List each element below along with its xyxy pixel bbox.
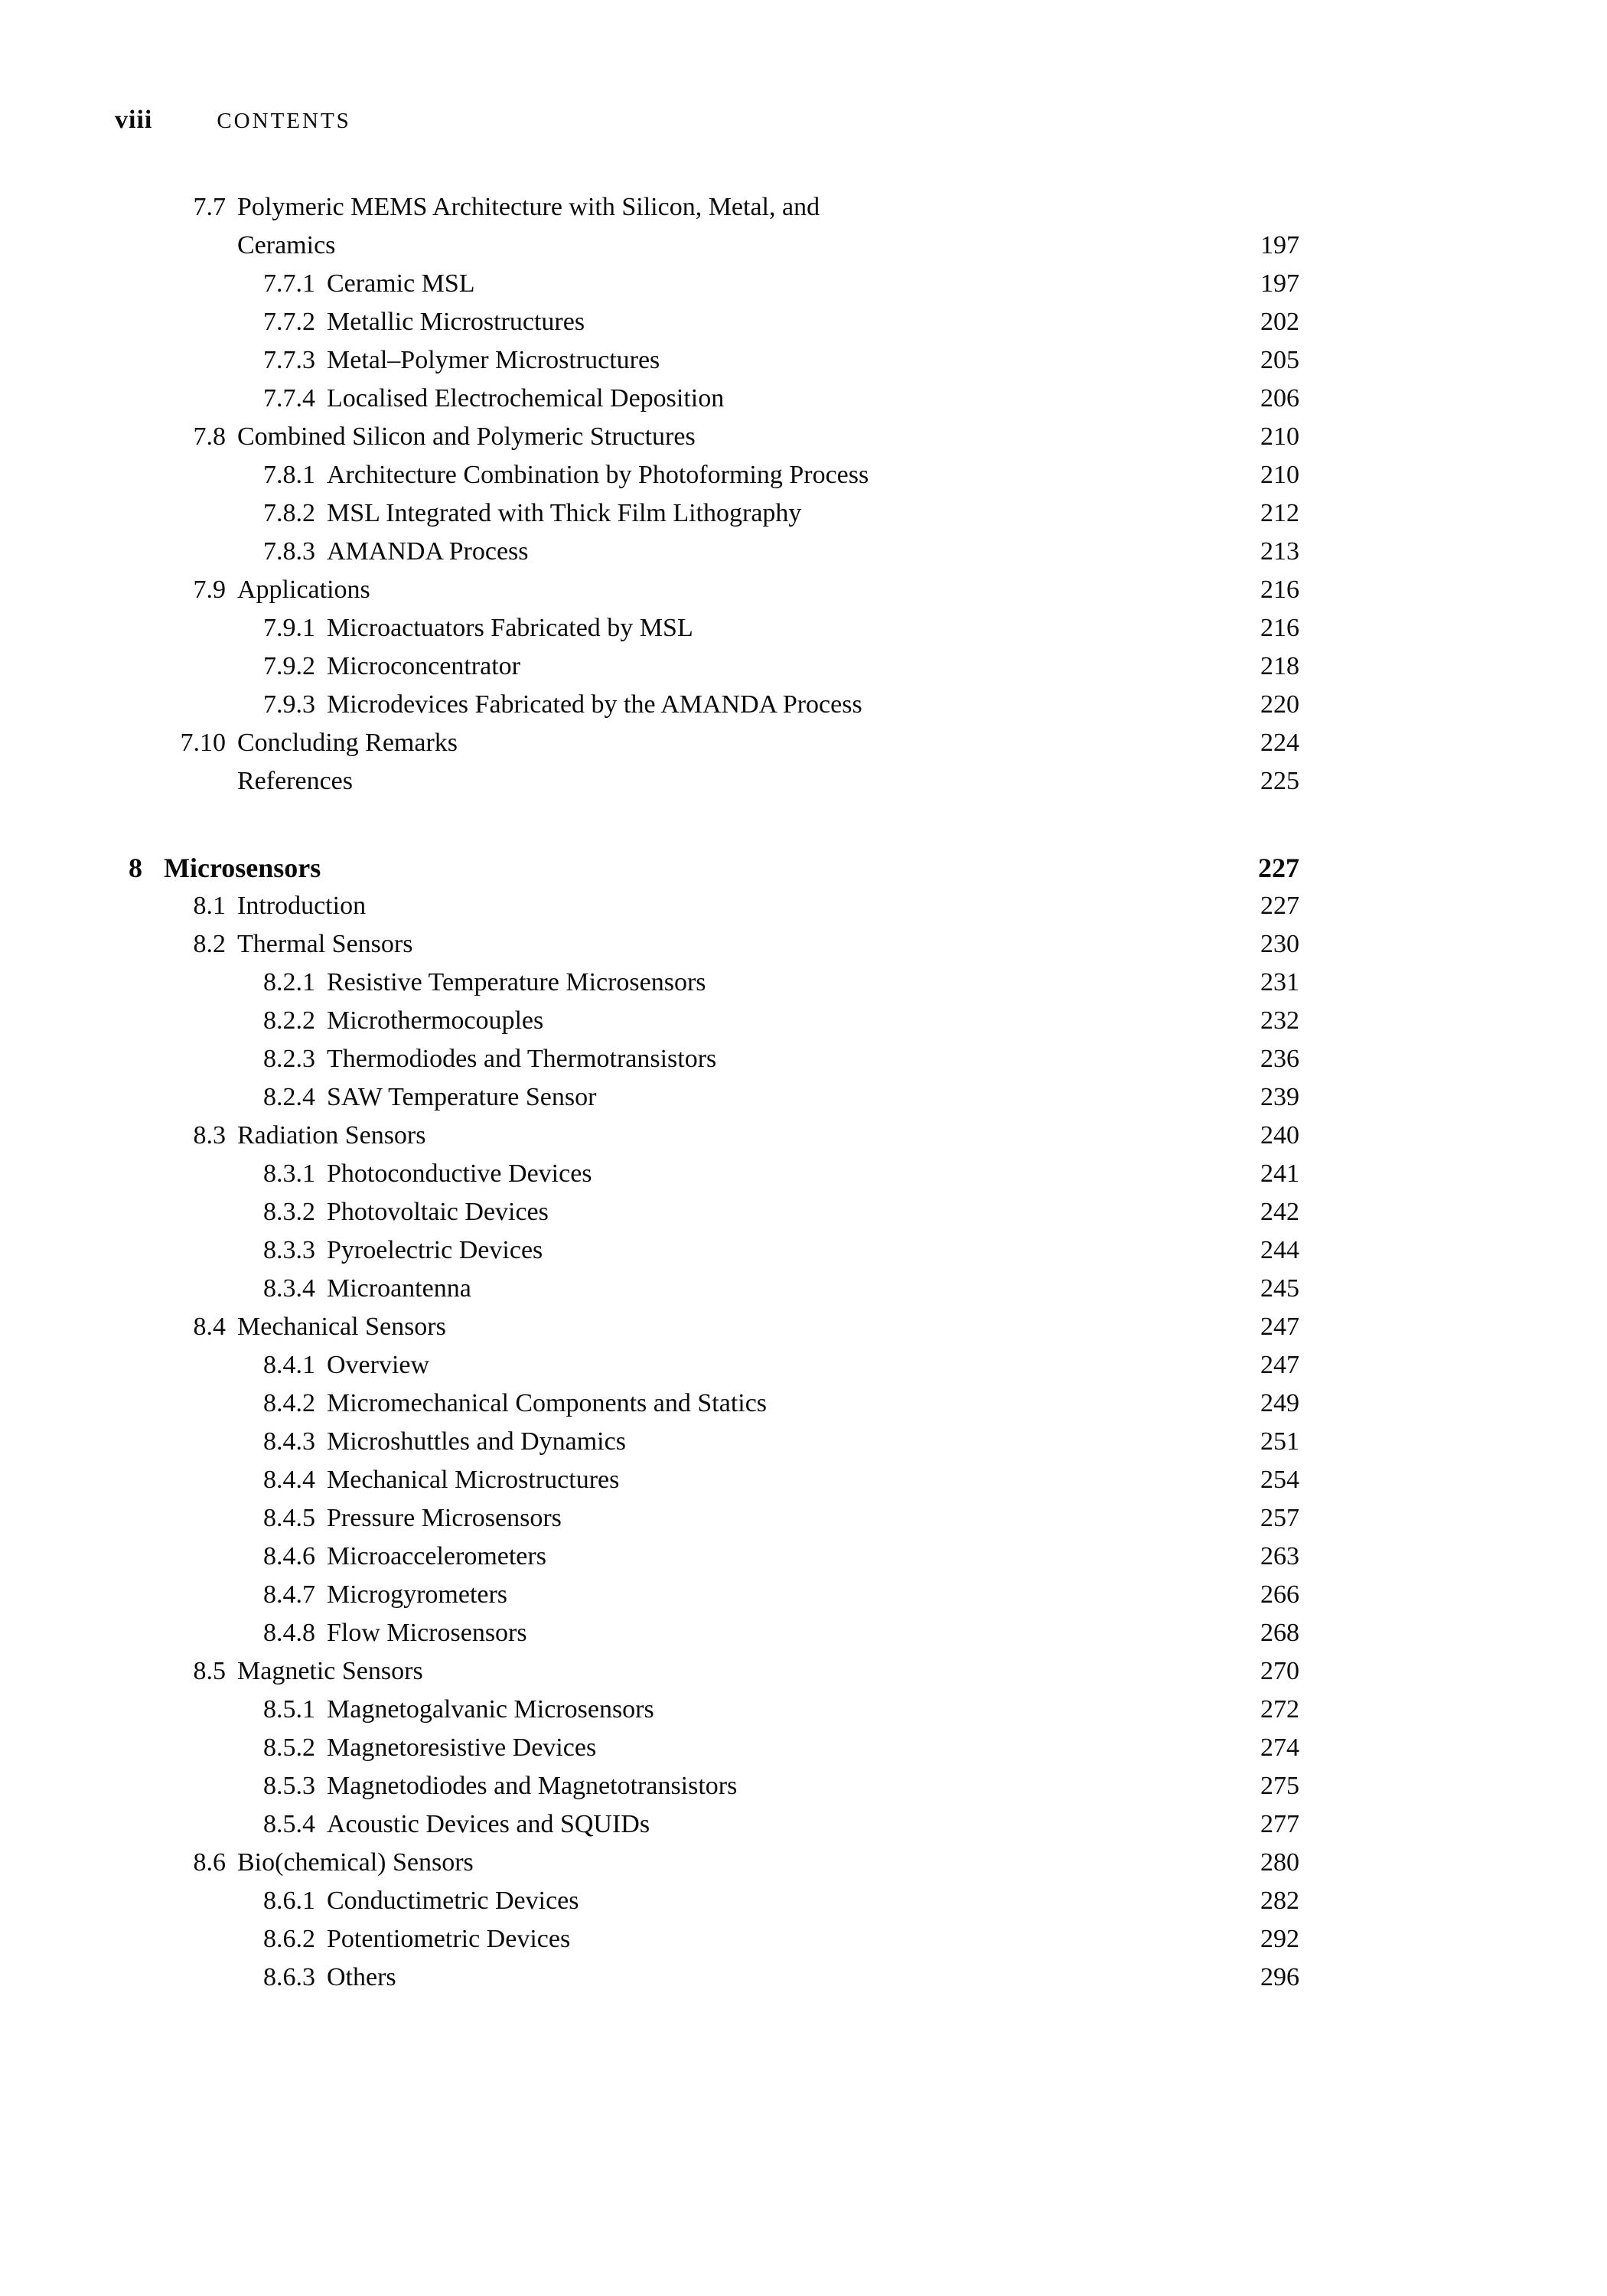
toc-entry-number: 7.9.2 bbox=[263, 652, 315, 680]
toc-entry-title: Metal–Polymer Microstructures bbox=[327, 346, 660, 374]
toc-entry-number: 8.4.5 bbox=[263, 1504, 315, 1532]
toc-entry-page: 254 bbox=[1260, 1466, 1299, 1494]
toc-row bbox=[129, 1805, 1299, 1844]
toc-entry-title: Microconcentrator bbox=[327, 652, 520, 680]
toc-entry-page: 272 bbox=[1260, 1695, 1299, 1724]
toc-entry-number: 7.8.3 bbox=[263, 537, 315, 566]
toc-entry-page: 210 bbox=[1260, 422, 1299, 451]
toc-entry-title: Thermal Sensors bbox=[237, 930, 413, 958]
toc-entry-number: 8.4 bbox=[193, 1313, 226, 1341]
toc-entry-title: Acoustic Devices and SQUIDs bbox=[327, 1810, 650, 1838]
toc-entry-page: 236 bbox=[1260, 1045, 1299, 1073]
toc-entry-page: 227 bbox=[1258, 853, 1299, 883]
toc-entry-page: 197 bbox=[1260, 269, 1299, 298]
toc-entry-title: Microshuttles and Dynamics bbox=[327, 1427, 626, 1456]
toc-entry-title: Photovoltaic Devices bbox=[327, 1198, 549, 1226]
toc-row bbox=[129, 1461, 1299, 1499]
toc-entry-page: 296 bbox=[1260, 1963, 1299, 1991]
toc-row bbox=[129, 762, 1299, 801]
toc-entry-title: Metallic Microstructures bbox=[327, 308, 585, 336]
toc-entry-number: 7.8.2 bbox=[263, 499, 315, 527]
toc-row bbox=[129, 1270, 1299, 1308]
toc-entry-title: Microsensors bbox=[164, 853, 321, 883]
toc-entry-page: 275 bbox=[1260, 1772, 1299, 1800]
toc-row bbox=[129, 571, 1299, 609]
toc-entry-page: 205 bbox=[1260, 346, 1299, 374]
toc-row bbox=[129, 1614, 1299, 1652]
toc-row bbox=[129, 456, 1299, 494]
toc-entry-number: 8.4.6 bbox=[263, 1542, 315, 1570]
toc-entry-page: 216 bbox=[1260, 614, 1299, 642]
toc-entry-number: 8.3.1 bbox=[263, 1159, 315, 1188]
toc-entry-title: Applications bbox=[237, 576, 370, 604]
toc-entry-page: 241 bbox=[1260, 1159, 1299, 1188]
table-of-contents bbox=[129, 188, 1299, 1997]
toc-entry-title: SAW Temperature Sensor bbox=[327, 1083, 597, 1111]
toc-entry-title: Magnetoresistive Devices bbox=[327, 1733, 597, 1762]
toc-entry-page: 270 bbox=[1260, 1657, 1299, 1685]
toc-entry-number: 8 bbox=[129, 853, 142, 883]
toc-entry-page: 268 bbox=[1260, 1619, 1299, 1647]
toc-entry-page: 212 bbox=[1260, 499, 1299, 527]
toc-row bbox=[129, 380, 1299, 418]
toc-entry-number: 8.2.3 bbox=[263, 1045, 315, 1073]
toc-entry-title: Polymeric MEMS Architecture with Silicon, Metal, and bbox=[237, 193, 820, 221]
toc-entry-number: 7.7.1 bbox=[263, 269, 315, 298]
toc-row bbox=[129, 1576, 1299, 1614]
toc-entry-title: Ceramic MSL bbox=[327, 269, 475, 298]
toc-entry-number: 8.5.3 bbox=[263, 1772, 315, 1800]
toc-entry-title: Pyroelectric Devices bbox=[327, 1236, 543, 1264]
toc-entry-page: 247 bbox=[1260, 1351, 1299, 1379]
toc-entry-number: 8.5 bbox=[193, 1657, 226, 1685]
toc-entry-page: 206 bbox=[1260, 384, 1299, 413]
toc-entry-page: 231 bbox=[1260, 968, 1299, 996]
toc-entry-title: Pressure Microsensors bbox=[327, 1504, 562, 1532]
toc-row bbox=[129, 925, 1299, 964]
toc-entry-title: Micromechanical Components and Statics bbox=[327, 1389, 768, 1417]
toc-row bbox=[129, 1652, 1299, 1691]
toc-entry-number: 8.2 bbox=[193, 930, 226, 958]
toc-row bbox=[129, 1346, 1299, 1384]
toc-entry-page: 239 bbox=[1260, 1083, 1299, 1111]
toc-entry-title: Microthermocouples bbox=[327, 1006, 544, 1035]
toc-row bbox=[129, 1040, 1299, 1078]
toc-row bbox=[129, 1729, 1299, 1767]
toc-entry-title: MSL Integrated with Thick Film Lithography bbox=[327, 499, 802, 527]
toc-entry-page: 282 bbox=[1260, 1887, 1299, 1915]
toc-entry-title: Mechanical Microstructures bbox=[327, 1466, 620, 1494]
toc-entry-title: Conductimetric Devices bbox=[327, 1887, 579, 1915]
toc-entry-number: 7.7.2 bbox=[263, 308, 315, 336]
toc-entry-number: 7.9.1 bbox=[263, 614, 315, 642]
toc-row bbox=[129, 647, 1299, 686]
toc-entry-number: 8.3.4 bbox=[263, 1274, 315, 1303]
toc-row bbox=[129, 887, 1299, 925]
toc-entry-title: Thermodiodes and Thermotransistors bbox=[327, 1045, 717, 1073]
toc-entry-title: Overview bbox=[327, 1351, 430, 1379]
toc-entry-page: 242 bbox=[1260, 1198, 1299, 1226]
toc-entry-number: 7.7.4 bbox=[263, 384, 315, 413]
toc-entry-title: Ceramics bbox=[237, 231, 336, 259]
toc-entry-page: 220 bbox=[1260, 690, 1299, 719]
toc-entry-number: 7.9.3 bbox=[263, 690, 315, 719]
toc-entry-number: 8.5.4 bbox=[263, 1810, 315, 1838]
toc-entry-title: Microaccelerometers bbox=[327, 1542, 546, 1570]
toc-entry-title: Magnetic Sensors bbox=[237, 1657, 423, 1685]
toc-row bbox=[129, 686, 1299, 724]
contents-heading: CONTENTS bbox=[217, 109, 351, 133]
toc-entry-title: Microgyrometers bbox=[327, 1580, 508, 1609]
toc-row bbox=[129, 1844, 1299, 1882]
toc-entry-number: 8.4.7 bbox=[263, 1580, 315, 1609]
toc-entry-title: Architecture Combination by Photoforming Process bbox=[327, 461, 869, 489]
toc-row bbox=[129, 1423, 1299, 1461]
toc-row bbox=[129, 227, 1299, 265]
toc-entry-page: 251 bbox=[1260, 1427, 1299, 1456]
toc-entry-page: 274 bbox=[1260, 1733, 1299, 1762]
toc-row bbox=[129, 494, 1299, 533]
toc-row bbox=[129, 1117, 1299, 1155]
toc-entry-title: AMANDA Process bbox=[327, 537, 529, 566]
toc-row bbox=[129, 1384, 1299, 1423]
toc-entry-page: 240 bbox=[1260, 1121, 1299, 1150]
toc-entry-title: References bbox=[237, 767, 354, 795]
toc-row bbox=[129, 1958, 1299, 1997]
toc-entry-page: 224 bbox=[1260, 729, 1299, 757]
toc-entry-page: 247 bbox=[1260, 1313, 1299, 1341]
toc-entry-number: 8.5.2 bbox=[263, 1733, 315, 1762]
toc-row bbox=[129, 1538, 1299, 1576]
toc-row bbox=[129, 303, 1299, 341]
toc-row bbox=[129, 1767, 1299, 1805]
toc-row bbox=[129, 1499, 1299, 1538]
toc-entry-page: 263 bbox=[1260, 1542, 1299, 1570]
toc-entry-page: 216 bbox=[1260, 576, 1299, 604]
toc-entry-page: 292 bbox=[1260, 1925, 1299, 1953]
toc-entry-page: 218 bbox=[1260, 652, 1299, 680]
toc-entry-page: 202 bbox=[1260, 308, 1299, 336]
toc-entry-number: 8.6 bbox=[193, 1848, 226, 1877]
toc-entry-title: Photoconductive Devices bbox=[327, 1159, 592, 1188]
toc-row bbox=[129, 188, 1299, 227]
toc-entry-number: 8.3.3 bbox=[263, 1236, 315, 1264]
toc-entry-title: Introduction bbox=[237, 892, 367, 920]
toc-entry-number: 8.4.2 bbox=[263, 1389, 315, 1417]
toc-entry-number: 8.1 bbox=[193, 892, 226, 920]
toc-row bbox=[129, 849, 1299, 887]
toc-row bbox=[129, 1882, 1299, 1920]
toc-row bbox=[129, 1691, 1299, 1729]
toc-entry-title: Flow Microsensors bbox=[327, 1619, 527, 1647]
toc-entry-number: 7.8 bbox=[193, 422, 226, 451]
toc-entry-page: 213 bbox=[1260, 537, 1299, 566]
toc-entry-number: 8.4.4 bbox=[263, 1466, 315, 1494]
toc-entry-title: Radiation Sensors bbox=[237, 1121, 426, 1150]
toc-row bbox=[129, 1002, 1299, 1040]
toc-row bbox=[129, 533, 1299, 571]
toc-row bbox=[129, 1078, 1299, 1117]
toc-entry-page: 230 bbox=[1260, 930, 1299, 958]
toc-entry-number: 8.6.1 bbox=[263, 1887, 315, 1915]
toc-entry-number: 7.7 bbox=[193, 193, 226, 221]
toc-entry-number: 8.2.2 bbox=[263, 1006, 315, 1035]
toc-entry-page: 197 bbox=[1260, 231, 1299, 259]
toc-row bbox=[129, 1920, 1299, 1958]
toc-entry-title: Bio(chemical) Sensors bbox=[237, 1848, 474, 1877]
toc-entry-number: 8.4.8 bbox=[263, 1619, 315, 1647]
toc-row bbox=[129, 265, 1299, 303]
toc-entry-page: 244 bbox=[1260, 1236, 1299, 1264]
toc-entry-title: Others bbox=[327, 1963, 396, 1991]
toc-entry-title: Localised Electrochemical Deposition bbox=[327, 384, 725, 413]
toc-row bbox=[129, 724, 1299, 762]
toc-entry-page: 232 bbox=[1260, 1006, 1299, 1035]
toc-entry-page: 266 bbox=[1260, 1580, 1299, 1609]
toc-entry-number: 8.6.2 bbox=[263, 1925, 315, 1953]
toc-row bbox=[129, 341, 1299, 380]
toc-entry-title: Microactuators Fabricated by MSL bbox=[327, 614, 693, 642]
toc-entry-number: 7.7.3 bbox=[263, 346, 315, 374]
toc-entry-number: 7.8.1 bbox=[263, 461, 315, 489]
toc-row bbox=[129, 609, 1299, 647]
toc-entry-title: Potentiometric Devices bbox=[327, 1925, 571, 1953]
toc-entry-number: 8.6.3 bbox=[263, 1963, 315, 1991]
toc-row bbox=[129, 964, 1299, 1002]
toc-entry-title: Microantenna bbox=[327, 1274, 471, 1303]
toc-row bbox=[129, 418, 1299, 456]
toc-entry-number: 8.5.1 bbox=[263, 1695, 315, 1724]
toc-entry-number: 8.3.2 bbox=[263, 1198, 315, 1226]
toc-entry-page: 277 bbox=[1260, 1810, 1299, 1838]
toc-row bbox=[129, 1155, 1299, 1193]
toc-entry-title: Concluding Remarks bbox=[237, 729, 458, 757]
toc-entry-title: Microdevices Fabricated by the AMANDA Process bbox=[327, 690, 862, 719]
page-folio: viii bbox=[115, 106, 153, 134]
toc-entry-title: Mechanical Sensors bbox=[237, 1313, 446, 1341]
toc-entry-page: 225 bbox=[1260, 767, 1299, 795]
toc-row bbox=[129, 1308, 1299, 1346]
toc-entry-page: 245 bbox=[1260, 1274, 1299, 1303]
toc-entry-title: Resistive Temperature Microsensors bbox=[327, 968, 706, 996]
toc-entry-title: Combined Silicon and Polymeric Structures bbox=[237, 422, 696, 451]
toc-entry-title: Magnetogalvanic Microsensors bbox=[327, 1695, 654, 1724]
toc-entry-page: 280 bbox=[1260, 1848, 1299, 1877]
toc-entry-number: 8.4.1 bbox=[263, 1351, 315, 1379]
toc-entry-page: 210 bbox=[1260, 461, 1299, 489]
page-header bbox=[115, 106, 1299, 135]
toc-entry-title: Magnetodiodes and Magnetotransistors bbox=[327, 1772, 738, 1800]
toc-entry-number: 8.2.4 bbox=[263, 1083, 315, 1111]
toc-entry-page: 257 bbox=[1260, 1504, 1299, 1532]
toc-row bbox=[129, 1231, 1299, 1270]
toc-entry-page: 249 bbox=[1260, 1389, 1299, 1417]
toc-entry-page: 227 bbox=[1260, 892, 1299, 920]
toc-entry-number: 8.3 bbox=[193, 1121, 226, 1150]
toc-entry-number: 8.2.1 bbox=[263, 968, 315, 996]
toc-entry-number: 7.10 bbox=[180, 729, 226, 757]
toc-entry-number: 8.4.3 bbox=[263, 1427, 315, 1456]
toc-entry-number: 7.9 bbox=[193, 576, 226, 604]
toc-row bbox=[129, 1193, 1299, 1231]
